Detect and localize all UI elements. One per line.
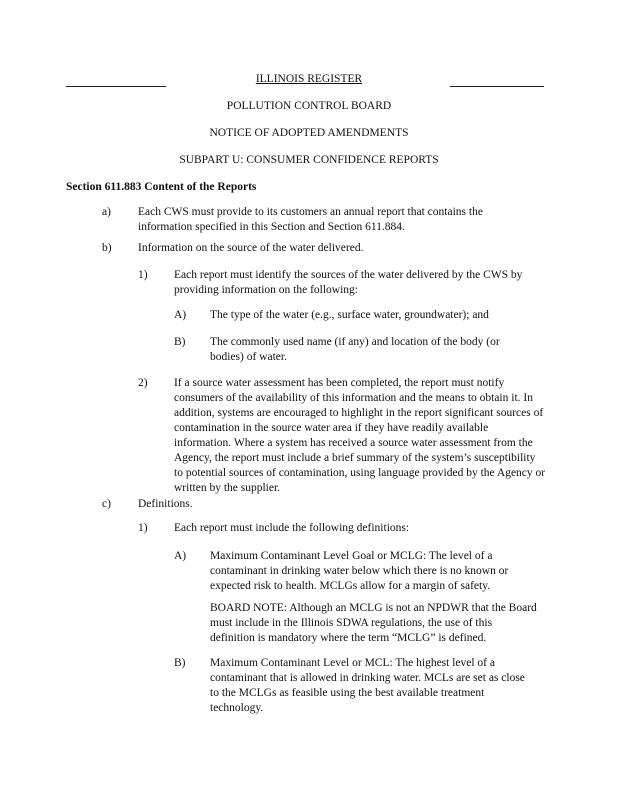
- item-b-text: Information on the source of the water delivered.: [138, 242, 364, 254]
- board-note: BOARD NOTE: Although an MCLG is not an NPDWR that the Board must include in the Illinois SDWA regulations, the use of this definition is mandatory where the term “MCLG” is defined.: [210, 602, 537, 644]
- item-c1B-label: B): [174, 657, 186, 669]
- item-b1B-label: B): [174, 336, 186, 348]
- item-b1A-text: The type of the water (e.g., surface water, groundwater); and: [210, 309, 489, 321]
- register-title: ILLINOIS REGISTER: [255, 73, 363, 85]
- item-a-text: Each CWS must provide to its customers an annual report that contains the information specified in this Section and Section 611.884.: [138, 206, 483, 233]
- notice-title: NOTICE OF ADOPTED AMENDMENTS: [209, 127, 409, 139]
- subpart-title: SUBPART U: CONSUMER CONFIDENCE REPORTS: [179, 154, 439, 166]
- item-c1A-label: A): [174, 550, 187, 562]
- section-heading: Section 611.883 Content of the Reports: [66, 181, 257, 193]
- item-b1-text: Each report must identify the sources of the water delivered by the CWS by providing information on the following:: [174, 269, 523, 296]
- item-c-label: c): [102, 498, 111, 510]
- item-b2-text: If a source water assessment has been completed, the report must notify consumers of the availability of this information and the means to obtain it. In addition, systems are encouraged to highlight in the report significant sources of contamination in the source water area if they have readily available information. Where a system has received a source water assessment from the Agency, the report must include a brief summary of the system’s susceptibility to potential sources of contamination, using language provided by the Agency or written by the supplier.: [174, 377, 546, 494]
- board-title: POLLUTION CONTROL BOARD: [226, 100, 392, 112]
- item-c1-text: Each report must include the following definitions:: [174, 522, 410, 534]
- item-b-label: b): [102, 242, 112, 254]
- item-b1B-text: The commonly used name (if any) and location of the body (or bodies) of water.: [210, 336, 500, 363]
- item-c1B-text: Maximum Contaminant Level or MCL: The highest level of a contaminant that is allowed in drinking water. MCLs are set as close to the MCLGs as feasible using the best available treatment technology.: [210, 657, 525, 714]
- item-a-label: a): [102, 206, 111, 218]
- item-b2-label: 2): [138, 377, 148, 389]
- item-b1-label: 1): [138, 269, 148, 281]
- item-c-text: Definitions.: [138, 498, 193, 510]
- item-c1A-text: Maximum Contaminant Level Goal or MCLG: The level of a contaminant in drinking water below which there is no known or expected risk to health. MCLGs allow for a margin of safety.: [210, 550, 509, 592]
- item-c1-label: 1): [138, 522, 148, 534]
- item-b1A-label: A): [174, 309, 187, 321]
